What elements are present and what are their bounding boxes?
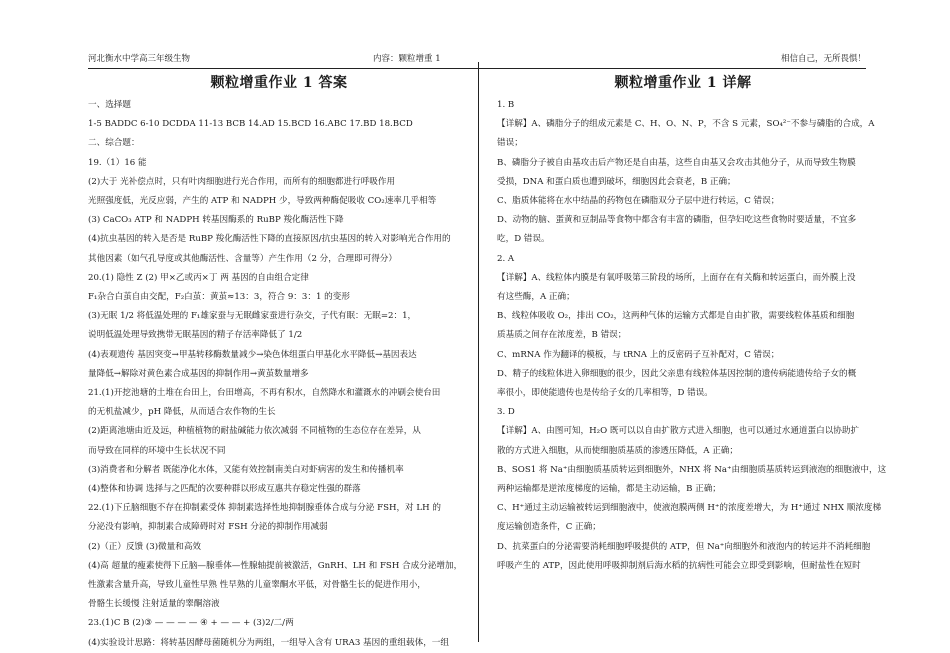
explanation-line: B、线粒体吸收 O₂，排出 CO₂，这两种气体的运输方式都是自由扩散，需要线粒体基质和细胞 [497, 311, 855, 322]
answer-line: (4)整体和协调 选择与之匹配的次要种群以形成互惠共存稳定性强的群落 [88, 484, 361, 495]
answer-line: 23.(1)C B (2)③ — — — — ④ + — — + (3)2/二/两 [88, 618, 294, 629]
answer-line: 说明低温处理导致携带无眠基因的精子存活率降低了 1/2 [88, 330, 303, 341]
explanation-line: 吃，D 错误。 [497, 234, 550, 245]
header-content: 内容：颗粒增重 1 [373, 54, 441, 64]
answer-line: 一、选择题 [88, 100, 131, 110]
answer-line: 量降低→解除对黄色素合成基因的抑制作用→黄茧数量增多 [88, 368, 309, 379]
answer-line: (4)表观遗传 基因突变→甲基转移酶数量减少→染色体组蛋白甲基化水平降低→基因表达 [88, 349, 417, 360]
explanation-line: 1. B [497, 100, 515, 110]
explanation-line: 【详解】A、线粒体内膜是有氧呼吸第三阶段的场所，上面存在有关酶和转运蛋白，而外膜上没 [497, 272, 856, 283]
explanation-line: B、SOS1 将 Na⁺由细胞质基质转运到细胞外，NHX 将 Na⁺由细胞质基质转运到液泡的细胞液中，这 [497, 464, 887, 475]
answer-line: 二、综合题： [88, 138, 140, 149]
explanation-line: 两种运输都是逆浓度梯度的运输，都是主动运输，B 正确； [497, 484, 721, 495]
explanation-column [497, 72, 887, 642]
answer-line: (3)无眠 1/2 将低温处理的 F₁雄家蚕与无眠雌家蚕进行杂交，子代有眠：无眠=2：1， [88, 311, 417, 322]
explanation-line: 错误； [497, 138, 523, 149]
answer-line: 其他因素（如气孔导度或其他酶活性、含量等）产生作用（2 分，合理即可得分） [88, 253, 397, 264]
explanation-line: 3. D [497, 407, 515, 418]
explanation-line: 受损，DNA 和蛋白质也遭到破坏，细胞因此会衰老，B 正确； [497, 176, 736, 187]
page-header [88, 50, 866, 69]
answer-line: 光照强度低，光反应弱，产生的 ATP 和 NADPH 少，导致两种酶促吸收 CO₂速率几乎相等 [88, 196, 437, 207]
explanation-line: 【详解】A、由图可知，H₂O 既可以以自由扩散方式进入细胞，也可以通过水通道蛋白以协助扩 [497, 426, 860, 437]
answer-line: F₁杂合白茧自由交配，F₂白茧：黄茧≈13：3，符合 9：3：1 的变形 [88, 292, 350, 303]
answer-line: 性激素含量升高，导致儿童性早熟 性早熟的儿童睾酮水平低，对骨骼生长的促进作用小， [88, 580, 426, 591]
answer-line: 21.(1)开挖池塘的土堆在台田上，台田增高，不再有积水，自然降水和灌溉水的冲刷会使台田 [88, 388, 441, 399]
explanation-line: 有这些酶，A 正确； [497, 292, 575, 303]
answer-title: 颗粒增重作业 1 答案 [210, 75, 348, 91]
answer-line: 20.(1) 隐性 Z (2) 甲×乙或丙×丁 两 基因的自由组合定律 [88, 272, 309, 283]
answer-line: (2)（正）反馈 (3)微量和高效 [88, 541, 202, 552]
explanation-line: D、动物的脑、蛋黄和豆制品等食物中都含有丰富的磷脂，但孕妇吃这些食物时要适量，不宜多 [497, 215, 857, 226]
explanation-line: B、磷脂分子被自由基攻击后产物还是自由基，这些自由基又会攻击其他分子，从而导致生物膜 [497, 157, 856, 168]
answer-line: (3) CaCO₃ ATP 和 NADPH 转基因酶系的 RuBP 羧化酶活性下降 [88, 215, 344, 226]
answer-line: (4)实验设计思路：将转基因酵母菌随机分为两组，一组导入含有 URA3 基因的重组载体，一组 [88, 637, 449, 648]
answer-column [88, 72, 470, 648]
explanation-title: 颗粒增重作业 1 详解 [614, 75, 752, 91]
answer-line: 19.（1）16 能 [88, 157, 147, 168]
answer-line: (4)抗虫基因的转入是否是 RuBP 羧化酶活性下降的直接原因/抗虫基因的转入对影响光合作用的 [88, 234, 451, 245]
answer-line: (2)距离池塘由近及远，种植植物的耐盐碱能力依次减弱 不同植物的生态位存在差异，从 [88, 426, 421, 437]
explanation-line: 【详解】A、磷脂分子的组成元素是 C、H、O、N、P，不含 S 元素，SO₄²⁻不参与磷脂的合成，A [497, 119, 875, 130]
answer-line: 22.(1)下丘脑细胞不存在抑制素受体 抑制素选择性地抑制腺垂体合成与分泌 FSH，对 LH 的 [88, 503, 441, 514]
explanation-line: D、精子的线粒体进入卵细胞的很少，因此父亲患有线粒体基因控制的遗传病能遗传给子女的概 [497, 368, 857, 379]
header-motto: 相信自己，无所畏惧！ [780, 54, 866, 64]
answer-line: (4)高 超量的瘦素使得下丘脑—腺垂体—性腺轴提前被激活，GnRH、LH 和 FSH 合成分泌增加， [88, 560, 463, 571]
answer-line: (3)消费者和分解者 既能净化水体，又能有效控制南美白对虾病害的发生和传播机率 [88, 464, 404, 475]
explanation-line: 2. A [497, 253, 515, 264]
explanation-line: C、mRNA 作为翻译的模板，与 tRNA 上的反密码子互补配对，C 错误； [497, 349, 780, 360]
explanation-line: 质基质之间存在浓度差，B 错误； [497, 330, 627, 341]
answer-line: 的无机盐减少，pH 降低，从而适合农作物的生长 [88, 407, 276, 418]
header-school: 河北衡水中学高三年级生物 [88, 54, 191, 64]
answer-line: 而导致在同样的环境中生长状况不同 [88, 445, 226, 456]
explanation-line: C、H⁺通过主动运输被转运到细胞液中，使液泡膜两侧 H⁺的浓度差增大，为 H⁺通过 NHX 顺浓度梯 [497, 503, 882, 514]
explanation-lines [497, 96, 887, 576]
explanation-line: 呼吸产生的 ATP，因此使用呼吸抑制剂后海水稻的抗病性可能会立即受到影响，但耐盐性在短时 [497, 560, 861, 571]
explanation-line: C、脂质体能将在水中结晶的药物包在磷脂双分子层中进行转运，C 错误； [497, 196, 780, 207]
answer-lines [88, 96, 470, 653]
explanation-line: D、抗菜蛋白的分泌需要消耗细胞呼吸提供的 ATP，但 Na⁺向细胞外和液泡内的转运并不消耗细胞 [497, 541, 871, 552]
answer-line: 1-5 BADDC 6-10 DCDDA 11-13 BCB 14.AD 15.BCD 16.ABC 17.BD 18.BCD [88, 119, 413, 130]
answer-line: 分泌没有影响，抑制素合成障碍时对 FSH 分泌的抑制作用减弱 [88, 522, 328, 533]
explanation-line: 度运输创造条件，C 正确； [497, 522, 601, 533]
explanation-line: 散的方式进入细胞，从而使细胞质基质的渗透压降低，A 正确； [497, 445, 738, 456]
explanation-line: 率很小，即使能遗传也是传给子女的几率相等，D 错误。 [497, 388, 713, 399]
answer-line: 骨骼生长缓慢 注射适量的睾酮溶液 [88, 599, 220, 610]
column-divider [478, 62, 479, 642]
answer-line: (2)大于 光补偿点时，只有叶肉细胞进行光合作用，而所有的细胞都进行呼吸作用 [88, 176, 396, 187]
